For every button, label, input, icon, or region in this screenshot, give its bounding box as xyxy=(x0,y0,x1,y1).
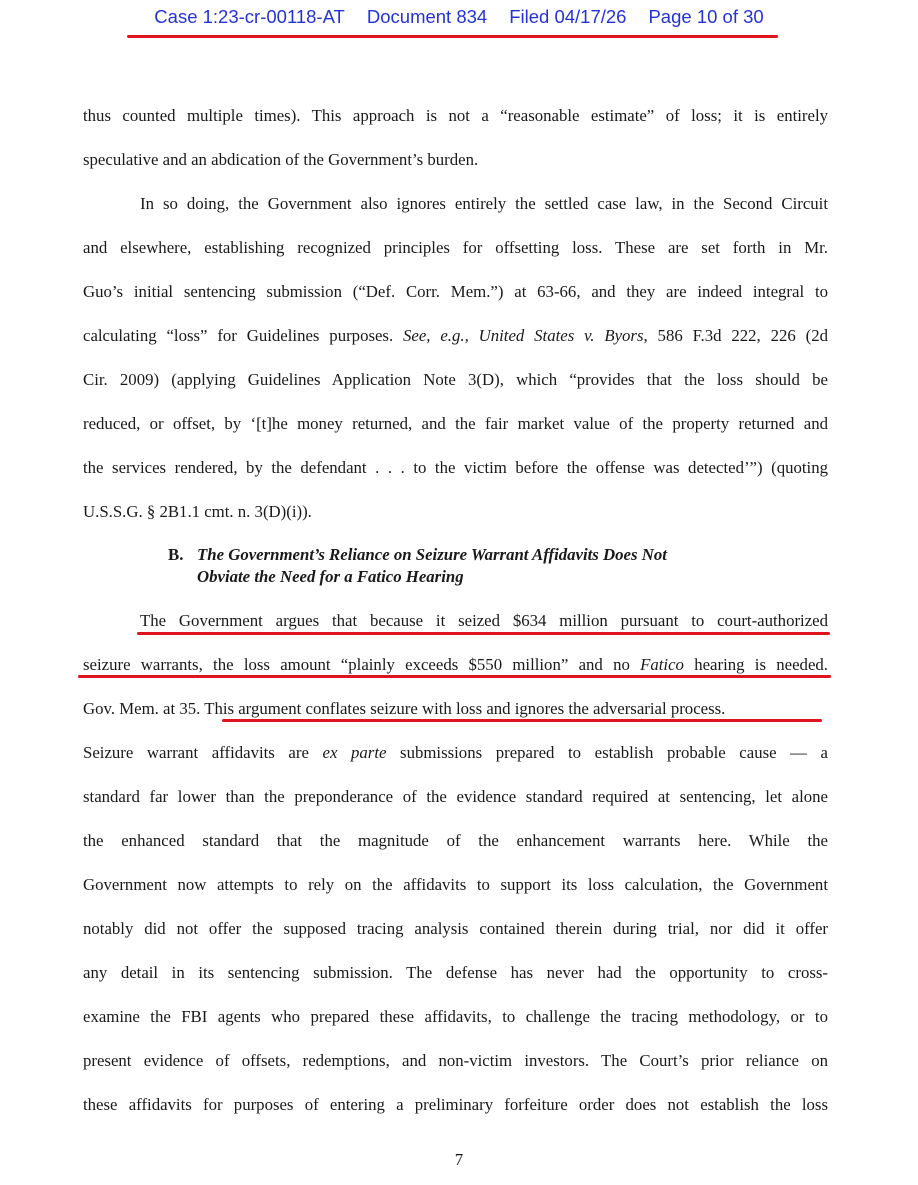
p3-line-8: notably did not offer the supposed tracing analysis contained therein during trial, nor did it offer xyxy=(83,919,828,938)
p3-line-9: any detail in its sentencing submission. The defense has never had the opportunity to cross- xyxy=(83,963,828,982)
header-red-underline xyxy=(127,35,778,38)
key-argument-sentence: This argument conflates seizure with loss and ignores the adversarial process. xyxy=(204,699,726,718)
p3-line-3 xyxy=(83,687,828,731)
filed-date: Filed 04/17/26 xyxy=(509,6,627,27)
p3-line-2-text: seizure warrants, the loss amount “plainly exceeds $550 million” and no xyxy=(83,655,641,674)
p3-line-2 xyxy=(83,643,828,687)
document-number: Document 834 xyxy=(366,6,488,27)
ex-parte-term: ex parte xyxy=(322,743,387,762)
annotation-underline-3 xyxy=(222,719,822,722)
p2-line-4-text: calculating “loss” for Guidelines purposes. xyxy=(83,326,404,345)
section-letter: B. xyxy=(168,545,184,564)
p3-line-1: The Government argues that because it seized $634 million pursuant to court-authorized xyxy=(140,611,828,630)
p3-line-4-text: Seizure warrant affidavits are xyxy=(83,743,323,762)
p3-line-4 xyxy=(83,731,828,775)
p3-line-5: standard far lower than the preponderance of the evidence standard required at sentencing, let alone xyxy=(83,787,828,806)
p2-line-4-cite-tail: , 586 F.3d 222, 226 (2d xyxy=(643,326,828,345)
page-number: 7 xyxy=(454,1150,464,1169)
annotation-underline-2 xyxy=(78,675,831,678)
p2-line-8: U.S.S.G. § 2B1.1 cmt. n. 3(D)(i)). xyxy=(83,502,312,521)
gov-mem-cite: Gov. Mem. at 35. xyxy=(83,699,205,718)
p3-line-6: the enhanced standard that the magnitude of the enhancement warrants here. While the xyxy=(83,831,828,850)
p2-line-3: Guo’s initial sentencing submission (“Def. Corr. Mem.”) at 63-66, and they are indeed integral to xyxy=(83,282,828,301)
case-citation: See, e.g., United States v. Byors xyxy=(403,326,644,345)
p3-line-11: present evidence of offsets, redemptions, and non-victim investors. The Court’s prior reliance on xyxy=(83,1051,828,1070)
p2-line-7: the services rendered, by the defendant . . . to the victim before the offense was detected’”) (quoting xyxy=(83,458,828,477)
annotation-underline-1 xyxy=(137,632,830,635)
section-title-line-2: Obviate the Need for a Fatico Hearing xyxy=(197,567,464,586)
p1-line-1: thus counted multiple times). This approach is not a “reasonable estimate” of loss; it is entirely xyxy=(83,106,828,125)
p2-line-1: In so doing, the Government also ignores entirely the settled case law, in the Second Circuit xyxy=(140,194,828,213)
p2-line-2: and elsewhere, establishing recognized principles for offsetting loss. These are set forth in Mr. xyxy=(83,238,828,257)
fatico-term: Fatico xyxy=(640,655,684,674)
p2-line-6: reduced, or offset, by ‘[t]he money returned, and the fair market value of the property returned and xyxy=(83,414,828,433)
p2-line-4 xyxy=(83,314,828,358)
p3-line-10: examine the FBI agents who prepared these affidavits, to challenge the tracing methodology, or to xyxy=(83,1007,828,1026)
section-b-heading xyxy=(168,544,768,588)
p1-line-2: speculative and an abdication of the Government’s burden. xyxy=(83,150,479,169)
case-number: Case 1:23-cr-00118-AT xyxy=(154,6,345,27)
ecf-header-stamp xyxy=(0,6,918,28)
p3-line-7: Government now attempts to rely on the affidavits to support its loss calculation, the Government xyxy=(83,875,828,894)
section-title-line-1: The Government’s Reliance on Seizure Warrant Affidavits Does Not xyxy=(197,545,667,564)
page-indicator: Page 10 of 30 xyxy=(648,6,764,27)
p3-line-4-tail: submissions prepared to establish probable cause — a xyxy=(386,743,828,762)
p2-line-5: Cir. 2009) (applying Guidelines Application Note 3(D), which “provides that the loss should be xyxy=(83,370,828,389)
p3-line-2-tail: hearing is needed. xyxy=(683,655,828,674)
p3-line-12: these affidavits for purposes of entering a preliminary forfeiture order does not establish the loss xyxy=(83,1095,828,1114)
